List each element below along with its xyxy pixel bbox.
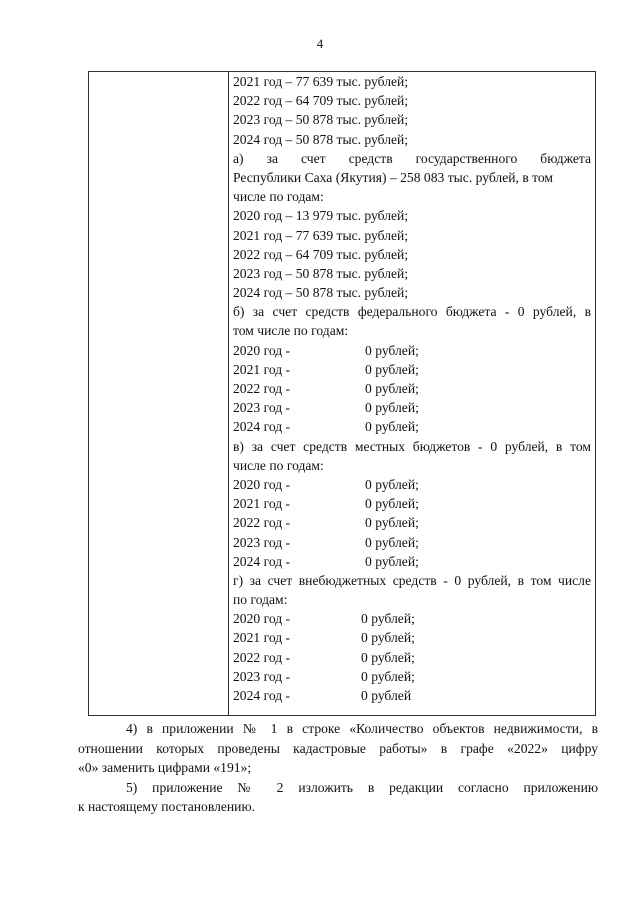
table-column-divider <box>228 72 229 715</box>
amount-value: 0 рублей; <box>365 534 419 550</box>
table-line: в) за счет средств местных бюджетов - 0 рублей, в том <box>233 438 591 454</box>
year-label: 2021 год - <box>233 496 291 512</box>
amount-value: 0 рублей; <box>365 496 419 512</box>
table-line <box>233 552 591 571</box>
table-line <box>233 533 591 552</box>
year-label: 2023 год - <box>233 400 291 416</box>
table-line: а) за счет средств государственного бюджета <box>233 150 591 166</box>
amount-value: 0 рублей; <box>365 476 419 492</box>
table-line: 2021 год – 77 639 тыс. рублей; <box>233 74 409 89</box>
table-line <box>233 475 591 494</box>
amount-value: 0 рублей <box>361 688 412 703</box>
table-line <box>233 628 591 647</box>
paragraph-line: «0» заменить цифрами «191»; <box>78 760 252 775</box>
table-line <box>233 360 591 379</box>
table-line: 2021 год – 77 639 тыс. рублей; <box>233 227 409 243</box>
table-line <box>233 398 591 417</box>
year-label: 2021 год - <box>233 630 291 646</box>
table-line <box>233 379 591 398</box>
amount-value: 0 рублей; <box>365 381 419 396</box>
table-line: 2020 год – 13 979 тыс. рублей; <box>233 208 409 224</box>
table-line: Республики Саха (Якутия) – 258 083 тыс. рублей, в том <box>233 169 554 185</box>
year-label: 2022 год - <box>233 515 291 531</box>
table-line <box>233 609 591 628</box>
amount-value: 0 рублей; <box>361 630 415 646</box>
paragraph-line: к настоящему постановлению. <box>78 799 256 814</box>
amount-value: 0 рублей; <box>365 515 419 531</box>
table-line <box>233 513 591 532</box>
year-label: 2021 год - <box>233 361 291 377</box>
table-line: б) за счет средств федерального бюджета - 0 рублей, в <box>233 304 591 320</box>
year-label: 2024 год - <box>233 419 291 435</box>
paragraph-line: 4) в приложении № 1 в строке «Количество объектов недвижимости, в <box>126 721 598 736</box>
amount-value: 0 рублей; <box>365 553 419 569</box>
year-label: 2023 год - <box>233 668 291 684</box>
table-line: 2023 год – 50 878 тыс. рублей; <box>233 112 409 128</box>
amount-value: 0 рублей; <box>361 668 415 684</box>
table-line <box>233 494 591 513</box>
table-line: числе по годам: <box>233 189 324 205</box>
year-label: 2022 год - <box>233 381 291 396</box>
table-line: числе по годам: <box>233 457 324 473</box>
amendment-text <box>78 719 598 817</box>
paragraph-line: отношении которых проведены кадастровые работы» в графе «2022» цифру <box>78 740 598 756</box>
table-line: 2022 год – 64 709 тыс. рублей; <box>233 246 409 262</box>
page-number: 4 <box>316 36 324 51</box>
table-line: по годам: <box>233 592 288 608</box>
funding-table <box>88 71 596 716</box>
table-line <box>233 648 591 667</box>
funding-cell <box>233 72 591 705</box>
year-label: 2020 год - <box>233 476 291 492</box>
table-line: 2024 год – 50 878 тыс. рублей; <box>233 131 409 147</box>
amount-value: 0 рублей; <box>365 361 419 377</box>
year-label: 2022 год - <box>233 649 291 665</box>
year-label: 2024 год - <box>233 553 291 569</box>
table-line: том числе по годам: <box>233 323 349 339</box>
table-line: г) за счет внебюджетных средств - 0 рублей, в том числе <box>233 572 591 588</box>
year-label: 2024 год - <box>233 688 291 703</box>
year-label: 2020 год - <box>233 611 291 627</box>
table-line: 2023 год – 50 878 тыс. рублей; <box>233 265 409 281</box>
amount-value: 0 рублей; <box>361 649 415 665</box>
table-line <box>233 417 591 436</box>
table-line <box>233 341 591 360</box>
table-line <box>233 667 591 686</box>
amount-value: 0 рублей; <box>365 419 419 435</box>
amount-value: 0 рублей; <box>361 611 415 627</box>
amount-value: 0 рублей; <box>365 342 419 358</box>
table-line: 2024 год – 50 878 тыс. рублей; <box>233 285 409 301</box>
year-label: 2020 год - <box>233 342 291 358</box>
amount-value: 0 рублей; <box>365 400 419 416</box>
table-line <box>233 686 591 705</box>
table-line: 2022 год – 64 709 тыс. рублей; <box>233 93 409 109</box>
year-label: 2023 год - <box>233 534 291 550</box>
paragraph-line: 5) приложение № 2 изложить в редакции согласно приложению <box>126 779 598 795</box>
